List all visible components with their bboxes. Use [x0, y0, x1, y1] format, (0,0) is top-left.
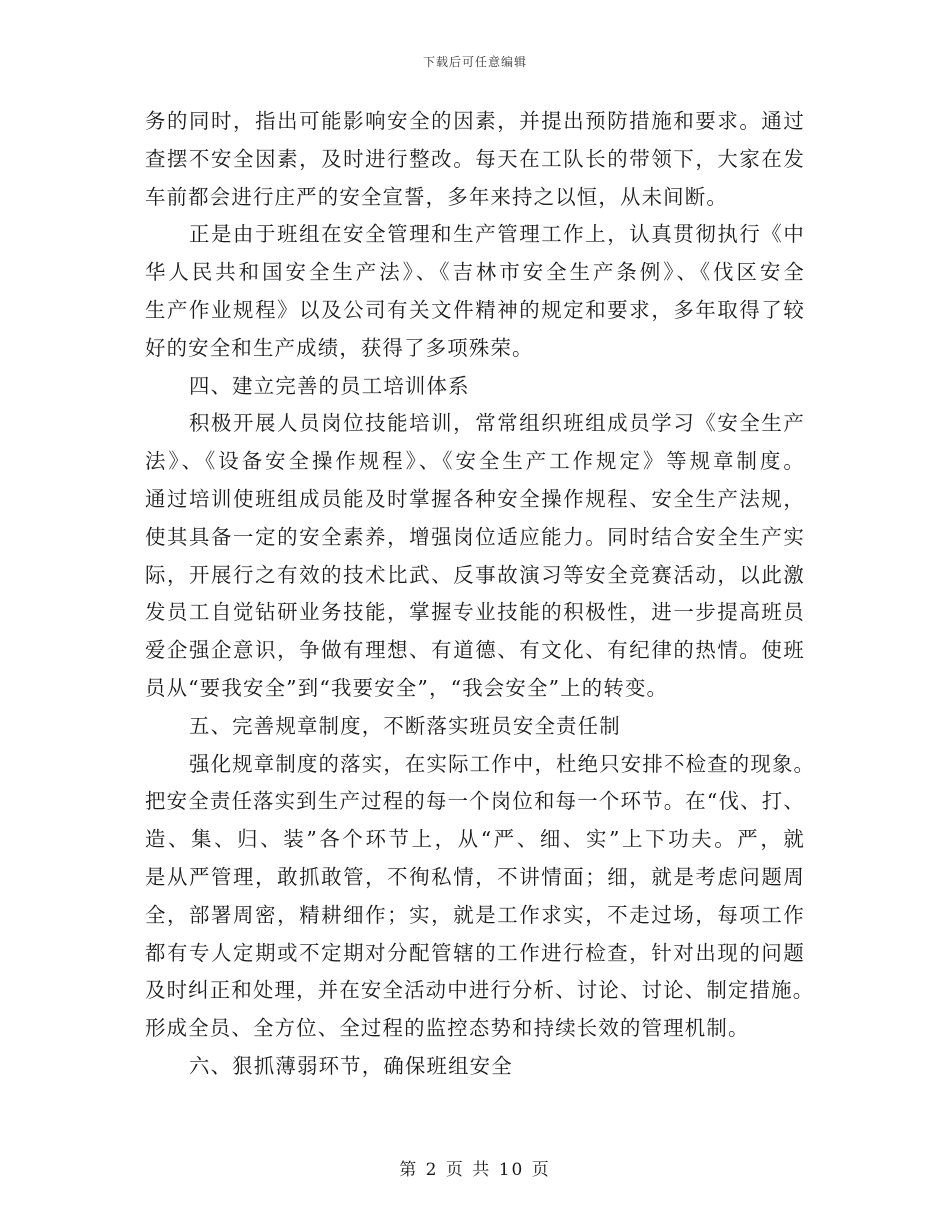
text-line: 生产作业规程》以及公司有关文件精神的规定和要求，多年取得了较: [145, 297, 805, 322]
text-line: 全，部署周密，精耕细作；实，就是工作求实，不走过场，每项工作: [145, 902, 805, 927]
text-line: 把安全责任落实到生产过程的每一个岗位和每一个环节。在“伐、打、: [145, 789, 805, 814]
text-line: 员从“要我安全”到“我要安全”，“我会安全”上的转变。: [145, 675, 669, 700]
page-number-footer: 第 2 页 共 10 页: [399, 1160, 551, 1180]
section-heading: 五、完善规章制度，不断落实班员安全责任制: [189, 713, 621, 738]
text-line: 法》、《设备安全操作规程》、《安全生产工作规定》等规章制度。: [145, 449, 805, 474]
text-line: 际，开展行之有效的技术比武、反事故演习等安全竞赛活动，以此激: [145, 562, 805, 587]
text-line: 发员工自觉钻研业务技能，掌握专业技能的积极性，进一步提高班员: [145, 600, 805, 625]
text-line: 爱企强企意识，争做有理想、有道德、有文化、有纪律的热情。使班: [145, 638, 805, 663]
text-line: 务的同时，指出可能影响安全的因素，并提出预防措施和要求。通过: [145, 109, 805, 133]
text-line: 形成全员、全方位、全过程的监控态势和持续长效的管理机制。: [145, 1016, 750, 1041]
section-heading: 六、狠抓薄弱环节，确保班组安全: [189, 1053, 513, 1078]
text-line: 查摆不安全因素，及时进行整改。每天在工队长的带领下，大家在发: [145, 146, 805, 171]
section-heading: 四、建立完善的员工培训体系: [189, 373, 470, 398]
text-line: 车前都会进行庄严的安全宣誓，多年来持之以恒，从未间断。: [145, 184, 728, 209]
page-header-note: 下载后可任意编辑: [422, 55, 527, 69]
paragraph-first-line: 正是由于班组在安全管理和生产管理工作上，认真贯彻执行《中: [189, 222, 805, 247]
text-line: 通过培训使班组成员能及时掌握各种安全操作规程、安全生产法规，: [145, 486, 805, 511]
paragraph-first-line: 积极开展人员岗位技能培训，常常组织班组成员学习《安全生产: [189, 411, 805, 436]
text-line: 华人民共和国安全生产法》、《吉林市安全生产条例》、《伐区安全: [145, 260, 805, 285]
text-line: 造、集、归、装”各个环节上，从“严、细、实”上下功夫。严，就: [145, 827, 805, 852]
document-body: [145, 103, 816, 1086]
paragraph-first-line: 强化规章制度的落实，在实际工作中，杜绝只安排不检查的现象。: [189, 751, 816, 776]
text-line: 都有专人定期或不定期对分配管辖的工作进行检查，针对出现的问题: [145, 940, 805, 965]
text-line: 使其具备一定的安全素养，增强岗位适应能力。同时结合安全生产实: [145, 524, 805, 549]
text-line: 及时纠正和处理，并在安全活动中进行分析、讨论、讨论、制定措施。: [145, 978, 815, 1003]
text-line: 好的安全和生产成绩，获得了多项殊荣。: [145, 335, 534, 360]
text-line: 是从严管理，敢抓敢管，不徇私情，不讲情面；细，就是考虑问题周: [145, 864, 805, 889]
